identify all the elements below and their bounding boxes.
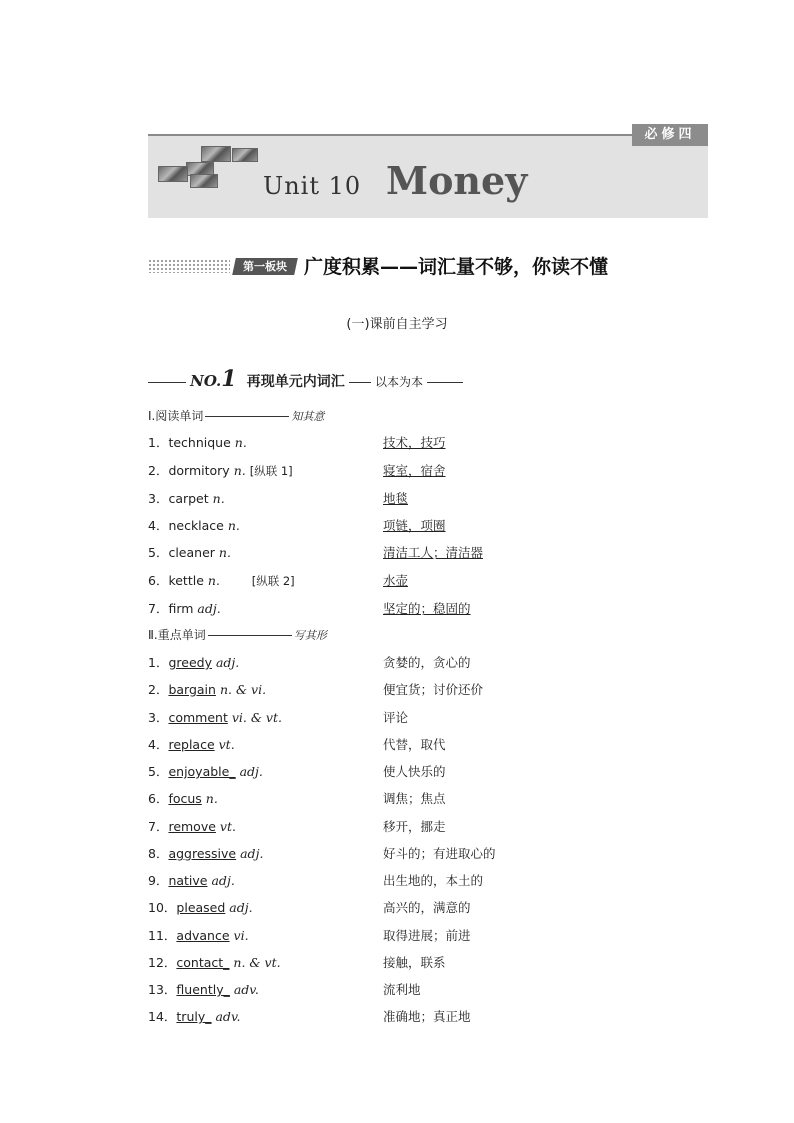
answer-word: replace bbox=[168, 737, 215, 752]
section-title: 广度积累——词汇量不够，你读不懂 bbox=[304, 256, 609, 278]
divider bbox=[208, 635, 292, 636]
answer-word: bargain bbox=[168, 682, 216, 697]
part-hint: 知其意 bbox=[291, 410, 325, 423]
no1-number: 1 bbox=[221, 366, 237, 392]
vocab-row: 1．greedy adj. 贪婪的，贪心的 bbox=[148, 655, 471, 670]
meaning: 水壶 bbox=[383, 573, 409, 588]
answer-word: focus bbox=[168, 791, 202, 806]
vocab-row: 5．enjoyable_ adj. 使人快乐的 bbox=[148, 764, 446, 779]
no1-title: 再现单元内词汇 bbox=[246, 374, 345, 390]
vocab-row: 4．replace vt. 代替，取代 bbox=[148, 737, 446, 752]
vocab-row: 6．kettle n. [纵联 2] 水壶 bbox=[148, 573, 409, 588]
banner-photo bbox=[201, 146, 231, 162]
meaning: 技术，技巧 bbox=[383, 435, 446, 450]
vocab-row: 4．necklace n. 项链，项圈 bbox=[148, 518, 446, 533]
no1-prefix: NO. bbox=[190, 372, 222, 390]
meaning: 出生地的，本土的 bbox=[383, 873, 484, 888]
vocab-row: 9．native adj. 出生地的，本土的 bbox=[148, 873, 484, 888]
vocab-row: 7．remove vt. 移开，挪走 bbox=[148, 819, 446, 834]
banner-photo bbox=[232, 148, 258, 162]
answer-word: contact_ bbox=[176, 955, 230, 970]
meaning: 贪婪的，贪心的 bbox=[383, 655, 471, 670]
subheading: (一)课前自主学习 bbox=[346, 317, 448, 332]
banner-photos bbox=[156, 146, 256, 186]
meaning: 准确地；真正地 bbox=[383, 1009, 471, 1024]
cross-reference: [纵联 1] bbox=[249, 464, 293, 478]
meaning: 代替，取代 bbox=[383, 737, 446, 752]
divider bbox=[349, 382, 371, 383]
meaning: 评论 bbox=[383, 710, 409, 725]
vocab-row: 8．aggressive adj. 好斗的；有进取心的 bbox=[148, 846, 496, 861]
unit-title: Money bbox=[386, 158, 528, 203]
part-hint: 写其形 bbox=[293, 629, 327, 642]
vocab-row: 12．contact_ n. & vt. 接触，联系 bbox=[148, 955, 446, 970]
unit-banner bbox=[148, 127, 708, 218]
vocab-row: 6．focus n. 调焦；焦点 bbox=[148, 791, 446, 806]
book-tag: 必修四 bbox=[632, 124, 708, 146]
meaning: 调焦；焦点 bbox=[383, 791, 446, 806]
answer-word: aggressive bbox=[168, 846, 237, 861]
meaning: 便宜货；讨价还价 bbox=[383, 682, 484, 697]
answer-word: pleased bbox=[176, 900, 226, 915]
no1-subtitle: 以本为本 bbox=[375, 375, 424, 389]
meaning: 流利地 bbox=[383, 982, 421, 997]
meaning: 接触，联系 bbox=[383, 955, 446, 970]
meaning: 好斗的；有进取心的 bbox=[383, 846, 496, 861]
section-badge: 第一板块 bbox=[232, 258, 298, 275]
meaning: 地毯 bbox=[383, 491, 409, 506]
no1-heading bbox=[148, 366, 478, 392]
vocab-row: 2．bargain n. & vi. 便宜货；讨价还价 bbox=[148, 682, 484, 697]
dotted-decoration bbox=[148, 259, 230, 273]
vocab-row: 11．advance vi. 取得进展；前进 bbox=[148, 928, 471, 943]
part-header bbox=[148, 407, 324, 424]
cross-reference: [纵联 2] bbox=[251, 574, 295, 588]
meaning: 移开，挪走 bbox=[383, 819, 446, 834]
divider bbox=[205, 416, 289, 417]
meaning: 使人快乐的 bbox=[383, 764, 446, 779]
meaning: 坚定的；稳固的 bbox=[383, 601, 471, 616]
vocab-row: 3．comment vi. & vt. 评论 bbox=[148, 710, 409, 725]
meaning: 取得进展；前进 bbox=[383, 928, 471, 943]
banner-photo bbox=[190, 174, 218, 188]
part-label: Ⅰ.阅读单词 bbox=[148, 409, 204, 423]
answer-word: comment bbox=[168, 710, 228, 725]
answer-word: native bbox=[168, 873, 208, 888]
vocab-row: 1．technique n. 技术，技巧 bbox=[148, 435, 446, 450]
vocab-row: 13．fluently_ adv. 流利地 bbox=[148, 982, 421, 997]
divider bbox=[148, 382, 186, 383]
meaning: 高兴的，满意的 bbox=[383, 900, 471, 915]
vocab-row: 7．firm adj. 坚定的；稳固的 bbox=[148, 601, 471, 616]
answer-word: enjoyable_ bbox=[168, 764, 236, 779]
answer-word: truly_ bbox=[176, 1009, 212, 1024]
meaning: 寝室，宿舍 bbox=[383, 463, 446, 478]
unit-label: Unit 10 bbox=[263, 172, 362, 200]
vocab-row: 5．cleaner n. 清洁工人；清洁器 bbox=[148, 545, 484, 560]
part-label: Ⅱ.重点单词 bbox=[148, 628, 206, 642]
vocab-row: 2．dormitory n. [纵联 1] 寝室，宿舍 bbox=[148, 463, 446, 478]
divider bbox=[427, 382, 463, 383]
banner-photo bbox=[158, 166, 188, 182]
vocab-row: 10．pleased adj. 高兴的，满意的 bbox=[148, 900, 471, 915]
vocab-row: 14．truly_ adv. 准确地；真正地 bbox=[148, 1009, 471, 1024]
answer-word: greedy bbox=[168, 655, 212, 670]
answer-word: advance bbox=[176, 928, 230, 943]
part-header bbox=[148, 626, 327, 643]
answer-word: remove bbox=[168, 819, 216, 834]
vocab-row: 3．carpet n. 地毯 bbox=[148, 491, 409, 506]
section-heading bbox=[148, 252, 628, 280]
answer-word: fluently_ bbox=[176, 982, 230, 997]
meaning: 项链，项圈 bbox=[383, 518, 446, 533]
meaning: 清洁工人；清洁器 bbox=[383, 545, 484, 560]
